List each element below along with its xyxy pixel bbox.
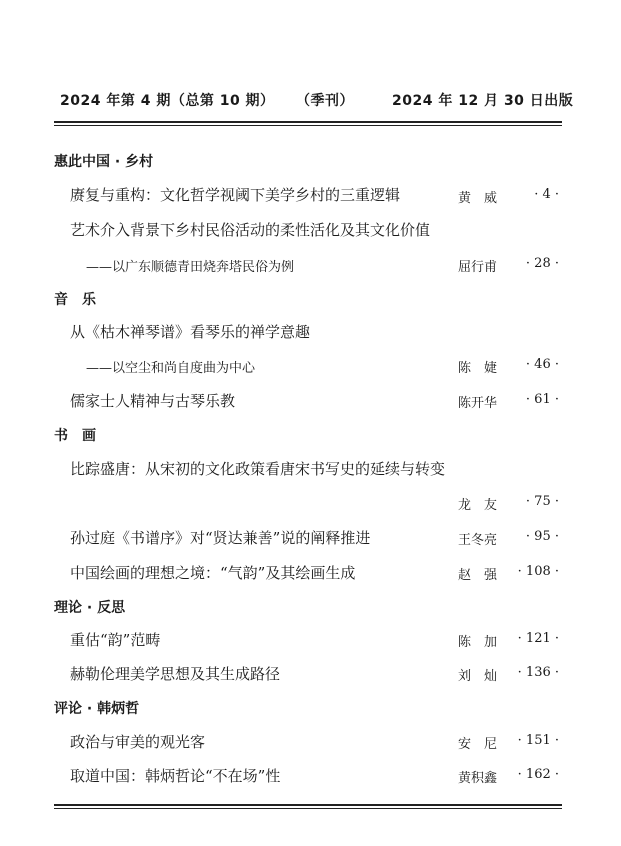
article-author: 龙 友 <box>458 498 498 513</box>
article-page: · 151 · <box>517 733 559 748</box>
article-subtitle: ——以空尘和尚自度曲为中心 <box>86 361 256 376</box>
section-title: 书 画 <box>54 428 96 444</box>
article-title[interactable]: 孙过庭《书谱序》对“贤达兼善”说的阐释推进 <box>70 529 371 547</box>
footer-rule-top <box>54 804 562 806</box>
article-page: · 162 · <box>517 767 559 782</box>
article-page: · 75 · <box>525 494 559 509</box>
article-page: · 121 · <box>517 631 559 646</box>
section-title: 理论 · 反思 <box>54 600 126 616</box>
article-author: 陈 婕 <box>458 361 498 376</box>
issue-frequency: （季刊） <box>296 93 354 109</box>
section-title: 音 乐 <box>54 292 96 308</box>
article-page: · 61 · <box>525 392 559 407</box>
article-author: 黄积鑫 <box>458 771 498 786</box>
article-page: · 46 · <box>525 357 559 372</box>
article-author: 陈开华 <box>458 396 498 411</box>
article-page: · 136 · <box>517 665 559 680</box>
header-rule-top <box>54 121 562 123</box>
article-page: · 95 · <box>525 529 559 544</box>
article-title[interactable]: 取道中国：韩炳哲论“不在场”性 <box>70 767 281 785</box>
article-author: 安 尼 <box>458 737 498 752</box>
article-title[interactable]: 政治与审美的观光客 <box>70 733 206 751</box>
article-page: · 108 · <box>517 564 559 579</box>
article-author: 王冬亮 <box>458 533 498 548</box>
article-subtitle: ——以广东顺德青田烧奔塔民俗为例 <box>86 260 295 275</box>
article-author: 刘 灿 <box>458 669 498 684</box>
article-author: 赵 强 <box>458 568 498 583</box>
article-title[interactable]: 从《枯木禅琴谱》看琴乐的禅学意趣 <box>70 323 311 341</box>
publication-date: 2024 年 12 月 30 日出版 <box>392 93 574 109</box>
section-title: 惠此中国 · 乡村 <box>54 154 154 170</box>
header-rule-bottom <box>54 125 562 126</box>
article-title[interactable]: 重估“韵”范畴 <box>70 631 161 649</box>
article-page: · 4 · <box>534 187 559 202</box>
issue-number: 2024 年第 4 期（总第 10 期） <box>60 93 275 109</box>
article-title[interactable]: 中国绘画的理想之境：“气韵”及其绘画生成 <box>70 564 356 582</box>
footer-rule-bottom <box>54 808 562 809</box>
article-title[interactable]: 赓复与重构：文化哲学视阈下美学乡村的三重逻辑 <box>70 186 401 204</box>
article-page: · 28 · <box>525 256 559 271</box>
article-title[interactable]: 赫勒伦理美学思想及其生成路径 <box>70 665 281 683</box>
article-author: 黄 威 <box>458 191 498 206</box>
article-author: 屈行甫 <box>458 260 498 275</box>
article-title[interactable]: 儒家士人精神与古琴乐教 <box>70 392 236 410</box>
article-title[interactable]: 艺术介入背景下乡村民俗活动的柔性活化及其文化价值 <box>70 221 431 239</box>
article-title[interactable]: 比踪盛唐：从宋初的文化政策看唐宋书写史的延续与转变 <box>70 460 446 478</box>
article-author: 陈 加 <box>458 635 498 650</box>
section-title: 评论 · 韩炳哲 <box>54 701 140 717</box>
